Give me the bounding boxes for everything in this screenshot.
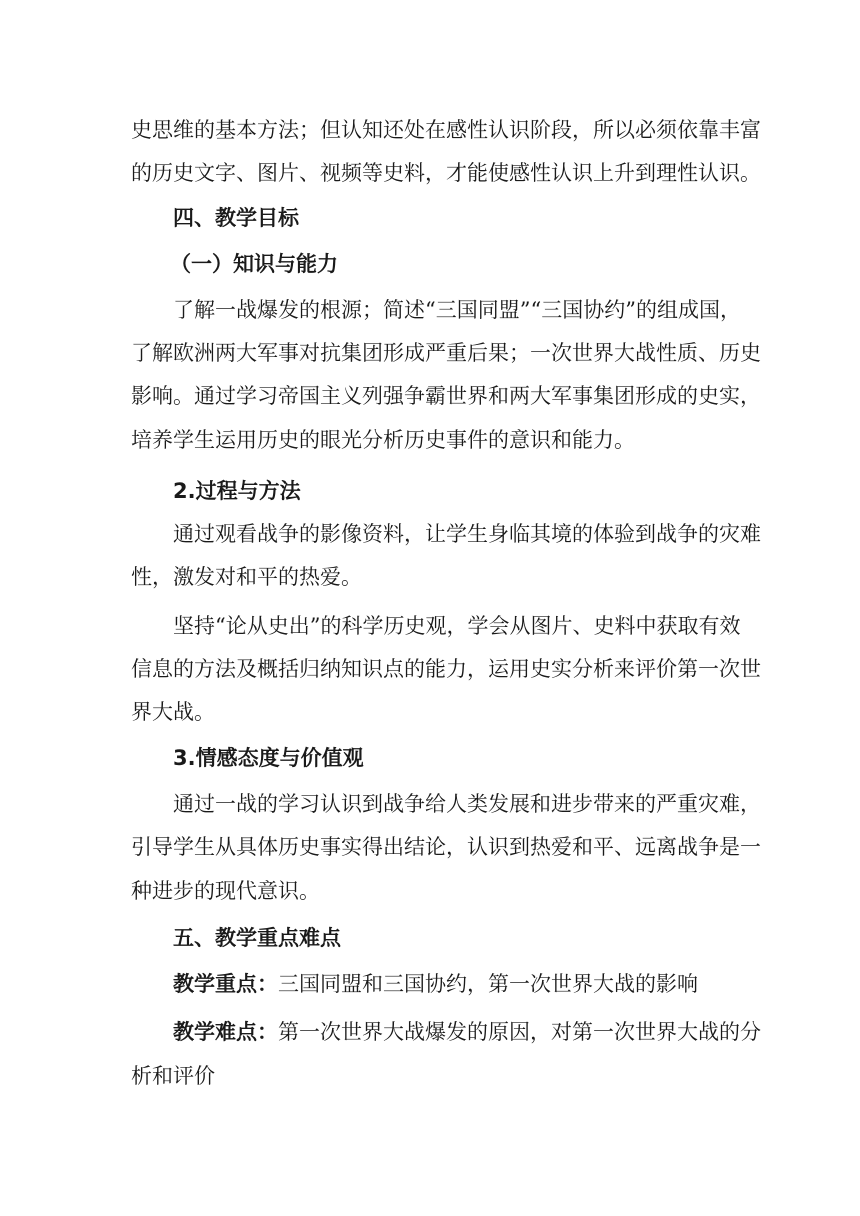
paragraph-knowledge-line-1 [173, 297, 741, 323]
paragraph-intro-line-2 [131, 160, 761, 186]
key-point-label: 教学重点： [173, 972, 278, 996]
paragraph-knowledge-line-2 [131, 340, 761, 366]
text: 了解一战爆发的根源；简述“三国同盟”“三国协约”的组成国， [173, 298, 741, 322]
paragraph-process-line-3 [173, 613, 741, 639]
subsection-heading-emotion-values: 3.情感态度与价值观 [173, 746, 364, 770]
text: 影响。通过学习帝国主义列强争霸世界和两大军事集团形成的史实， [131, 384, 761, 408]
paragraph-intro-line-1 [131, 117, 761, 143]
paragraph-emotion-line-3 [131, 878, 735, 904]
text: 界大战。 [131, 700, 215, 724]
text: 信息的方法及概括归纳知识点的能力，运用史实分析来评价第一次世 [131, 657, 761, 681]
text: 的历史文字、图片、视频等史料，才能使感性认识上升到理性认识。 [131, 161, 761, 185]
paragraph-process-line-2 [131, 564, 735, 590]
text: 引导学生从具体历史事实得出结论，认识到热爱和平、远离战争是一 [131, 835, 761, 859]
section-heading-key-difficult-points: 五、教学重点难点 [173, 926, 341, 950]
paragraph-process-line-4 [131, 656, 761, 682]
text: 性，激发对和平的热爱。 [131, 565, 362, 589]
difficult-point-text: 第一次世界大战爆发的原因，对第一次世界大战的分 [278, 1020, 761, 1044]
subsection-heading-process-method: 2.过程与方法 [173, 479, 301, 503]
subsection-heading-knowledge-ability: （一）知识与能力 [170, 252, 338, 276]
paragraph-emotion-line-2 [131, 834, 761, 860]
text: 培养学生运用历史的眼光分析历史事件的意识和能力。 [131, 428, 635, 452]
paragraph-difficult-point-line-1 [173, 1019, 761, 1045]
text: 析和评价 [131, 1064, 215, 1088]
paragraph-knowledge-line-4 [131, 427, 735, 453]
paragraph-difficult-point-line-2 [131, 1063, 735, 1089]
text: 通过观看战争的影像资料，让学生身临其境的体验到战争的灾难 [173, 522, 761, 546]
paragraph-process-line-5 [131, 699, 735, 725]
paragraph-emotion-line-1 [173, 791, 761, 817]
text: 坚持“论从史出”的科学历史观，学会从图片、史料中获取有效 [173, 614, 741, 638]
paragraph-key-point [173, 971, 735, 997]
text: 种进步的现代意识。 [131, 879, 320, 903]
text: 史思维的基本方法；但认知还处在感性认识阶段，所以必须依靠丰富 [131, 118, 761, 142]
text: 了解欧洲两大军事对抗集团形成严重后果；一次世界大战性质、历史 [131, 341, 761, 365]
difficult-point-label: 教学难点： [173, 1020, 278, 1044]
paragraph-knowledge-line-3 [131, 383, 761, 409]
section-heading-teaching-goals: 四、教学目标 [173, 206, 299, 230]
key-point-text: 三国同盟和三国协约，第一次世界大战的影响 [278, 972, 698, 996]
paragraph-process-line-1 [173, 521, 761, 547]
text: 通过一战的学习认识到战争给人类发展和进步带来的严重灾难， [173, 792, 761, 816]
